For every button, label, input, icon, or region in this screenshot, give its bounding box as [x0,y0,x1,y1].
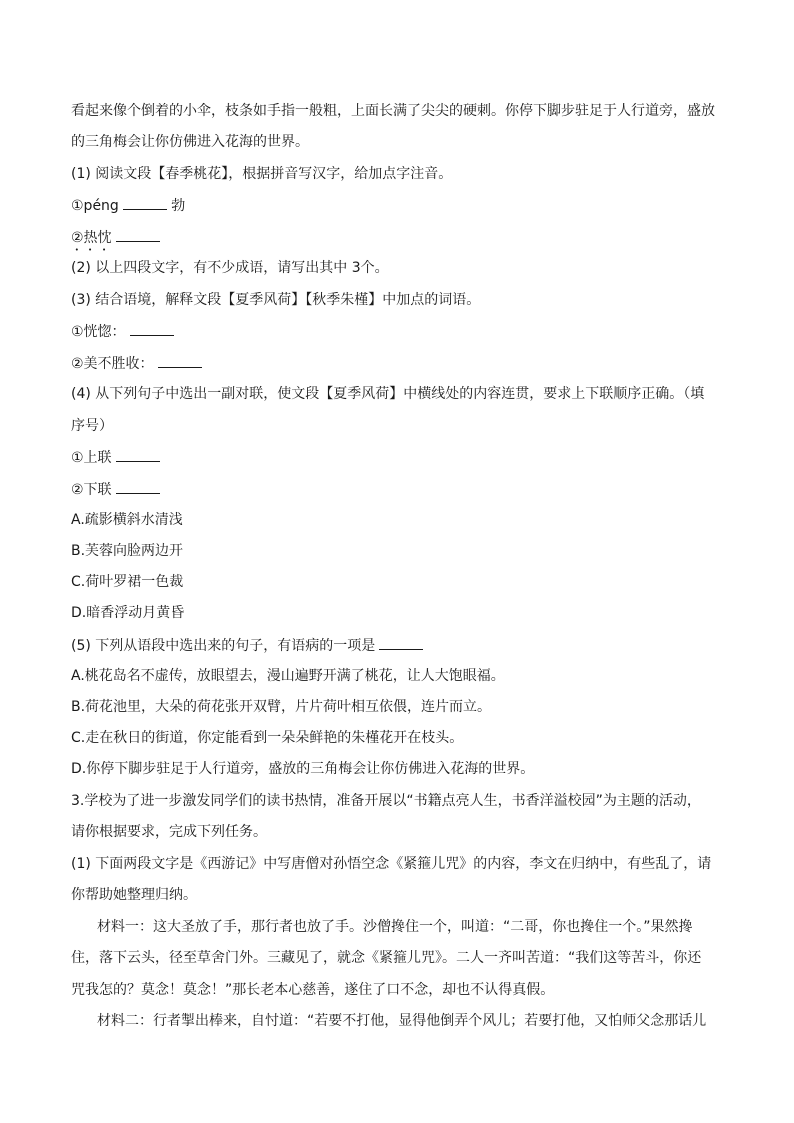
material-1-cont: 住，落下云头，径至草舍门外。三藏见了，就念《紧箍儿咒》。二人一齐叫苦道：“我们这等苦斗，你还 [71,950,702,966]
question-1b [71,227,160,254]
passage-line: 看起来像个倒着的小伞，枝条如手指一般粗，上面长满了尖尖的硬刺。你停下脚步驻足于人行道旁，盛放 [71,103,715,119]
question-4b [71,479,160,500]
upper-couplet-label: ①上联 [71,450,112,466]
answer-blank[interactable] [158,353,202,368]
question-3a [71,321,174,342]
lower-couplet-label: ②下联 [71,482,112,498]
material-1-cont: 咒我怎的？莫念！莫念！”那长老本心慈善，遂住了口不念，却也不认得真假。 [71,982,555,998]
option-c: C.走在秋日的街道，你定能看到一朵朵鲜艳的朱槿花开在枝头。 [71,730,464,746]
term-label: ②美不胜收： [71,356,154,372]
question-3: (3) 结合语境，解释文段【夏季风荷】【秋季朱槿】中加点的词语。 [71,292,481,308]
question-4a [71,447,160,468]
question-1a [71,195,185,216]
material-2: 材料二：行者掣出棒来，自忖道：“若要不打他，显得他倒弄个风儿；若要打他，又怕师父念那话儿 [97,1013,707,1029]
dotted-word: ②热忱 [71,230,112,246]
answer-blank[interactable] [116,227,160,242]
answer-blank[interactable] [379,635,423,650]
section-3-intro-cont: 请你根据要求，完成下列任务。 [71,824,267,840]
question-5 [71,635,423,656]
option-c: C.荷叶罗裙一色裁 [71,574,184,590]
section-3-intro: 3.学校为了进一步激发同学们的读书热情，准备开展以“书籍点亮人生，书香洋溢校园”为主题的活动， [71,793,701,809]
option-d: D.你停下脚步驻足于人行道旁，盛放的三角梅会让你仿佛进入花海的世界。 [71,761,535,777]
question-5-text: (5) 下列从语段中选出来的句子，有语病的一项是 [71,638,376,654]
section-3-question-1-cont: 你帮助她整理归纳。 [71,887,197,903]
option-d: D.暗香浮动月黄昏 [71,605,185,621]
answer-blank[interactable] [130,321,174,336]
passage-line: 的三角梅会让你仿佛进入花海的世界。 [71,134,309,150]
pinyin-prompt: ①péng [71,198,119,214]
material-1: 材料一：这大圣放了手，那行者也放了手。沙僧搀住一个，叫道：“二哥，你也搀住一个。”果然搀 [97,919,693,935]
option-a: A.疏影横斜水清浅 [71,512,183,528]
section-3-question-1: (1) 下面两段文字是《西游记》中写唐僧对孙悟空念《紧箍儿咒》的内容，李文在归纳中，有些乱了，请 [71,856,712,872]
answer-blank[interactable] [116,447,160,462]
question-2: (2) 以上四段文字，有不少成语，请写出其中 3个。 [71,260,389,276]
question-3b [71,353,202,374]
option-b: B.芙蓉向脸两边开 [71,543,184,559]
question-1: (1) 阅读文段【春季桃花】，根据拼音写汉字，给加点字注音。 [71,166,453,182]
option-a: A.桃花岛名不虚传，放眼望去，漫山遍野开满了桃花，让人大饱眼福。 [71,668,505,684]
option-b: B.荷花池里，大朵的荷花张开双臂，片片荷叶相互依偎，连片而立。 [71,699,492,715]
question-4-cont: 序号） [71,418,113,434]
character-suffix: 勃 [171,198,186,214]
answer-blank[interactable] [116,479,160,494]
term-label: ①恍惚： [71,324,126,340]
answer-blank[interactable] [123,195,167,210]
question-4: (4) 从下列句子中选出一副对联，使文段【夏季风荷】中横线处的内容连贯，要求上下联顺序正确。（填 [71,386,705,402]
